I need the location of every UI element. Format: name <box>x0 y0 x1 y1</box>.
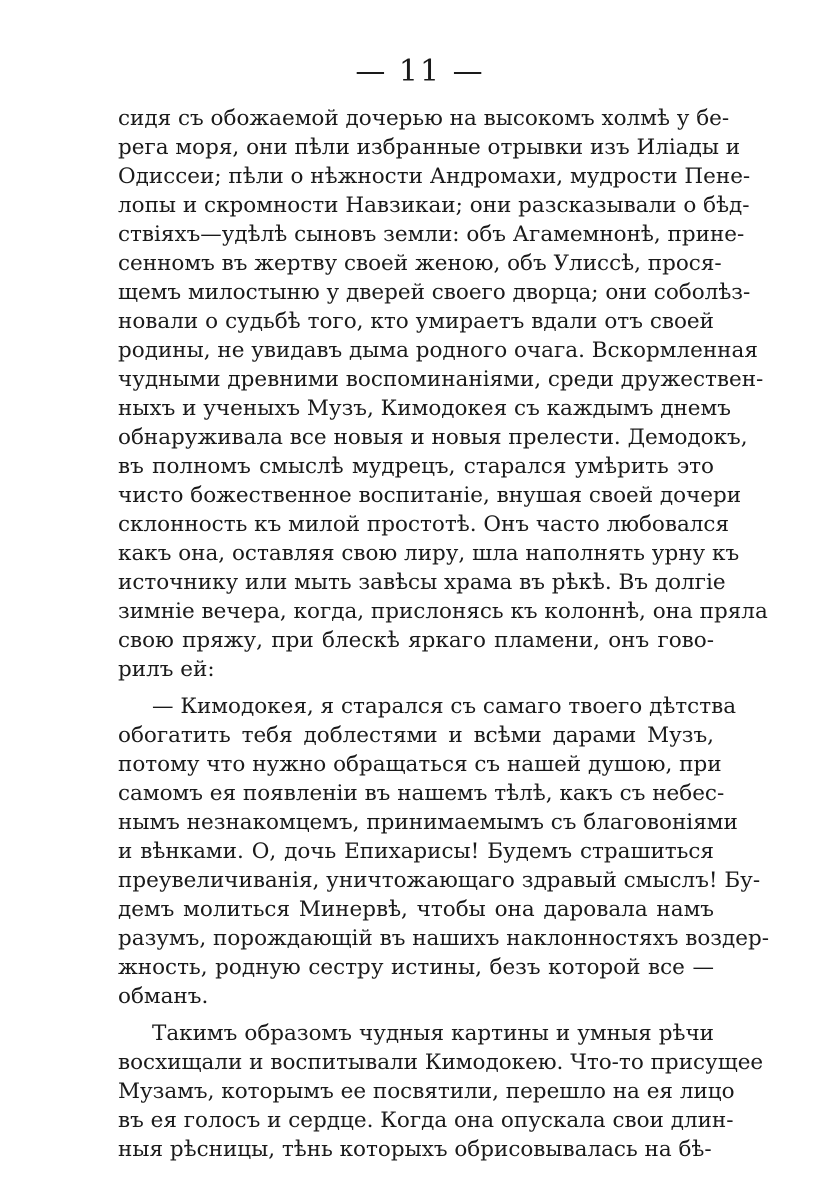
text-line: чисто божественное воспитанiе, внушая своей дочери <box>118 483 742 508</box>
text-line: обманъ. <box>118 984 209 1009</box>
text-line: сидя съ обожаемой дочерью на высокомъ холмѣ у бе- <box>118 106 730 131</box>
text-line: жность, родную сестру истины, безъ которой все — <box>118 955 714 980</box>
text-line: ныхъ и ученыхъ Музъ, Кимодокея съ каждымъ днемъ <box>118 396 731 421</box>
text-line: родины, не увидавъ дыма родного очага. Вскормленная <box>118 338 758 363</box>
paragraph-gap <box>118 684 714 692</box>
text-line: нымъ незнакомцемъ, принимаемымъ съ благовонiями <box>118 810 738 835</box>
page-number: — 11 — <box>355 54 485 89</box>
paragraph-gap <box>118 1011 714 1019</box>
text-line: — Кимодокея, я старался съ самаго твоего дѣтства <box>152 694 737 719</box>
text-line: въ ея голосъ и сердце. Когда она опускала свои длин- <box>118 1108 734 1133</box>
text-line: какъ она, оставляя свою лиру, шла наполнять урну къ <box>118 541 740 566</box>
body-text <box>118 104 770 1164</box>
text-line: восхищали и воспитывали Кимодокею. Что-то присущее <box>118 1050 764 1075</box>
text-line: склонность къ милой простотѣ. Онъ часто любовался <box>118 512 730 537</box>
text-line: въ полномъ смыслѣ мудрецъ, старался умѣрить это <box>118 454 714 479</box>
text-line: источнику или мыть завѣсы храма въ рѣкѣ. Въ долгiе <box>118 570 726 595</box>
text-line: новали о судьбѣ того, кто умираетъ вдали отъ своей <box>118 309 714 334</box>
text-line: ствiяхъ—удѣлѣ сыновъ земли: объ Агамемнонѣ, прине- <box>118 222 745 247</box>
text-line: чудными древними воспоминанiями, среди дружествен- <box>118 367 764 392</box>
text-line: лопы и скромности Навзикаи; они разсказывали о бѣд- <box>118 193 750 218</box>
text-line: Одиссеи; пѣли о нѣжности Андромахи, мудрости Пене- <box>118 164 751 189</box>
text-line: демъ молиться Минервѣ, чтобы она даровала намъ <box>118 897 714 922</box>
text-line: рилъ ей: <box>118 657 215 682</box>
text-line: обнаруживала все новыя и новыя прелести. Демодокъ, <box>118 425 748 450</box>
text-line: и вѣнками. О, дочь Епихарисы! Будемъ страшиться <box>118 839 714 864</box>
text-line: свою пряжу, при блескѣ яркаго пламени, онъ гово- <box>118 628 714 653</box>
text-line: щемъ милостыню у дверей своего дворца; они соболѣз- <box>118 280 751 305</box>
text-line: самомъ ея появленiи въ нашемъ тѣлѣ, какъ съ небес- <box>118 781 725 806</box>
text-line: Музамъ, которымъ ее посвятили, перешло на ея лицо <box>118 1079 735 1104</box>
text-line: рега моря, они пѣли избранные отрывки изъ Иліады и <box>118 135 741 160</box>
text-line: сенномъ въ жертву своей женою, объ Улиссѣ, прося- <box>118 251 722 276</box>
paragraph-1 <box>118 104 768 684</box>
paragraph-3 <box>118 1019 764 1164</box>
text-line: преувеличиванiя, уничтожающаго здравый смыслъ! Бу- <box>118 868 761 893</box>
text-line: обогатить тебя доблестями и всѣми дарами Музъ, <box>118 723 714 748</box>
text-line: потому что нужно обращаться съ нашей душою, при <box>118 752 722 777</box>
text-line: зимнiе вечера, когда, прислонясь къ колоннѣ, она пряла <box>118 599 768 624</box>
text-line: ныя рѣсницы, тѣнь которыхъ обрисовывалась на бѣ- <box>118 1137 712 1162</box>
paragraph-2 <box>118 692 770 1011</box>
text-line: разумъ, порождающiй въ нашихъ наклонностяхъ воздер- <box>118 926 770 951</box>
text-line: Такимъ образомъ чудныя картины и умныя рѣчи <box>152 1021 714 1046</box>
